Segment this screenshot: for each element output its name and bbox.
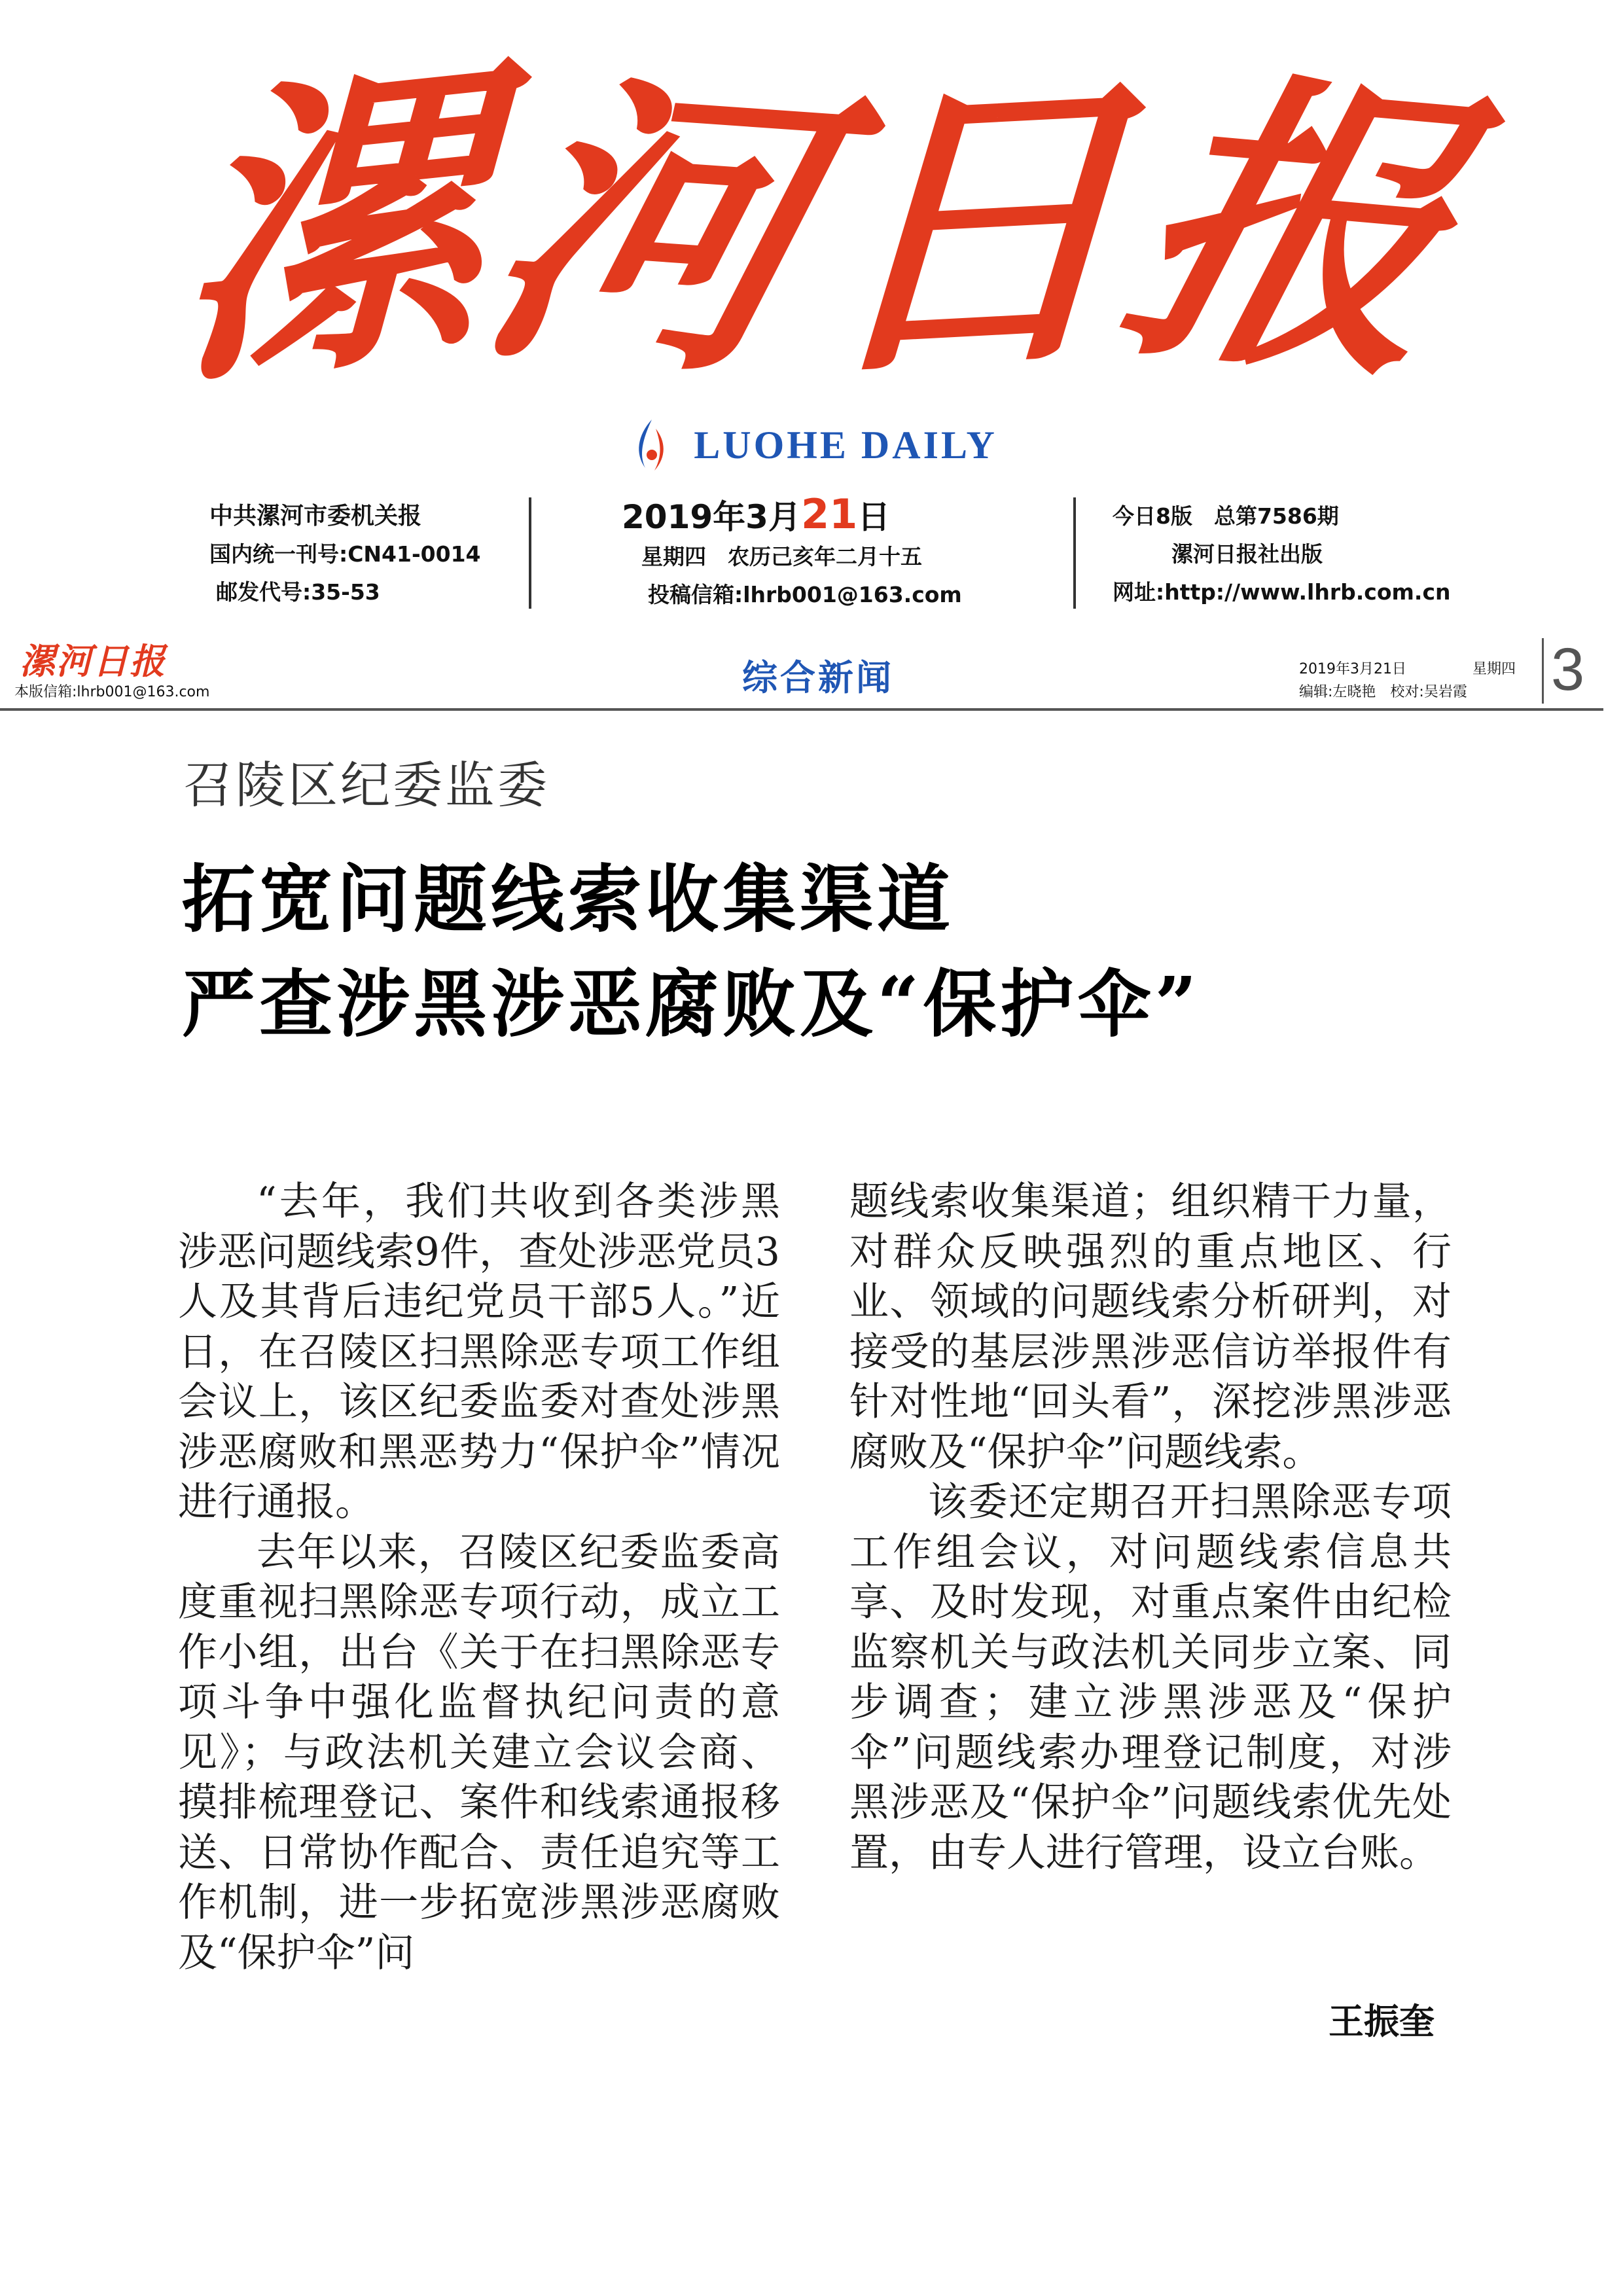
article-line: 立工作小组，出台《关于在扫黑	[178, 1579, 781, 1676]
article-line: 题线索优先处置，由专人进行管	[849, 1780, 1452, 1876]
article-line: “保护伞”问题线索办理登记制	[849, 1679, 1452, 1776]
masthead	[0, 30, 1623, 428]
publisher-line: 漯河日报社出版	[1171, 541, 1323, 567]
page-number-divider	[1542, 638, 1544, 704]
masthead-char: 日	[808, 39, 1135, 419]
article-line: 责的意见》；与政法机关建立会	[178, 1679, 781, 1776]
issn-line: 国内统一刊号:CN41-0014	[209, 541, 481, 567]
headline-line-2: 严查涉黑涉恶腐败及“保护伞”	[182, 961, 1201, 1047]
article-line: 护伞”问题线索。	[1026, 1429, 1322, 1475]
article-line: 度，对涉黑涉恶及“保护伞”问	[849, 1729, 1452, 1825]
sponsor-line: 中共漯河市委机关报	[209, 503, 422, 529]
article-line: 案、同步调查；建立涉黑涉恶及	[849, 1629, 1452, 1725]
article-column-1	[178, 1177, 780, 1978]
article-line: 共享、及时发现，对重点案件由	[849, 1529, 1452, 1625]
article-line: 黑涉恶问题线索9件，查处涉恶	[178, 1179, 780, 1275]
article-line: 研判，对接受的基层涉黑涉恶信	[849, 1279, 1452, 1375]
article-paragraph	[178, 1528, 780, 1979]
postal-code-line: 邮发代号:35-53	[216, 579, 380, 605]
article-byline: 王振奎	[1329, 2000, 1435, 2042]
article-line: 看”，深挖涉黑涉恶腐败及“保	[849, 1379, 1452, 1475]
page-date: 2019年3月21日	[1299, 661, 1406, 677]
article-line: 5人。”近日，在召陵区扫黑除	[178, 1279, 780, 1375]
masthead-char: 漯	[171, 30, 490, 428]
article-line: 纪检监察机关与政法机关同步立	[849, 1579, 1452, 1676]
article-line: 线索通报移送、日常协作配合、	[178, 1780, 781, 1876]
article-line: 宽涉黑涉恶腐败及“保护伞”问	[178, 1880, 781, 1976]
info-divider	[529, 497, 531, 609]
article-paragraph	[849, 1177, 1452, 1477]
article-line: 该委还定期召开扫黑除恶专	[928, 1479, 1412, 1525]
article-line: 责任追究等工作机制，进一步拓	[178, 1829, 781, 1926]
english-title: LUOHE DAILY	[694, 423, 997, 467]
page-mailbox: 本版信箱:lhrb001@163.com	[14, 684, 210, 700]
article-line: 去年以来，召陵区纪委监委	[257, 1529, 741, 1575]
article-kicker: 召陵区纪委监委	[183, 756, 550, 814]
article-line: 议会商、摸排梳理登记、案件和	[178, 1729, 781, 1825]
header-rule	[0, 708, 1603, 711]
section-title: 综合新闻	[742, 656, 894, 698]
article-line: “去年，我们共收到各类涉	[257, 1179, 741, 1225]
newspaper-logo-icon	[626, 416, 678, 475]
article-line: 题线索收集渠道；组织精干力	[849, 1179, 1372, 1225]
info-center	[622, 491, 1027, 614]
article-line: 党员3人及其背后违纪党员干部	[178, 1229, 780, 1325]
info-right	[1113, 497, 1479, 611]
article-paragraph	[849, 1477, 1452, 1878]
english-masthead	[0, 412, 1623, 478]
article-line: 访举报件有针对性地“回头	[849, 1329, 1452, 1425]
article-line: 除恶专项斗争中强化监督执纪问	[178, 1629, 781, 1725]
article-line: 项工作组会议，对问题线索信息	[849, 1479, 1452, 1575]
page-editors: 编辑:左晓艳 校对:吴岩霞	[1299, 684, 1467, 700]
submission-email-line: 投稿信箱:lhrb001@163.com	[648, 582, 962, 607]
info-divider	[1073, 497, 1076, 609]
page-number: 3	[1551, 636, 1585, 703]
info-left	[209, 497, 524, 611]
article-line: 区、行业、领域的问题线索分析	[849, 1229, 1452, 1325]
article-line: 恶专项工作组会议上，该区纪委	[178, 1329, 781, 1425]
masthead-calligraphy	[171, 30, 1490, 428]
article-paragraph	[178, 1177, 780, 1528]
masthead-char: 报	[1095, 38, 1490, 420]
page-weekday: 星期四	[1472, 661, 1516, 677]
article-line: 量，对群众反映强烈的重点地	[849, 1179, 1452, 1275]
article-line: 监委对查处涉黑涉恶腐败和黑恶	[178, 1379, 781, 1475]
website-line: 网址:http://www.lhrb.com.cn	[1113, 579, 1451, 605]
article-line: 高度重视扫黑除恶专项行动，成	[178, 1529, 780, 1625]
article-line: 势力“保护伞”情况进行通报。	[178, 1429, 780, 1525]
masthead-char: 河	[453, 40, 849, 418]
weekday-lunar-line: 星期四 农历己亥年二月十五	[641, 544, 922, 569]
article-line: 理，设立台账。	[1164, 1829, 1438, 1876]
strip-logo: 漯河日报	[20, 640, 166, 682]
issue-date: 2019年3月21日	[622, 490, 891, 538]
article-column-2	[849, 1177, 1452, 1878]
headline-line-1: 拓宽问题线索收集渠道	[182, 857, 954, 942]
edition-count-line: 今日8版 总第7586期	[1113, 503, 1339, 529]
